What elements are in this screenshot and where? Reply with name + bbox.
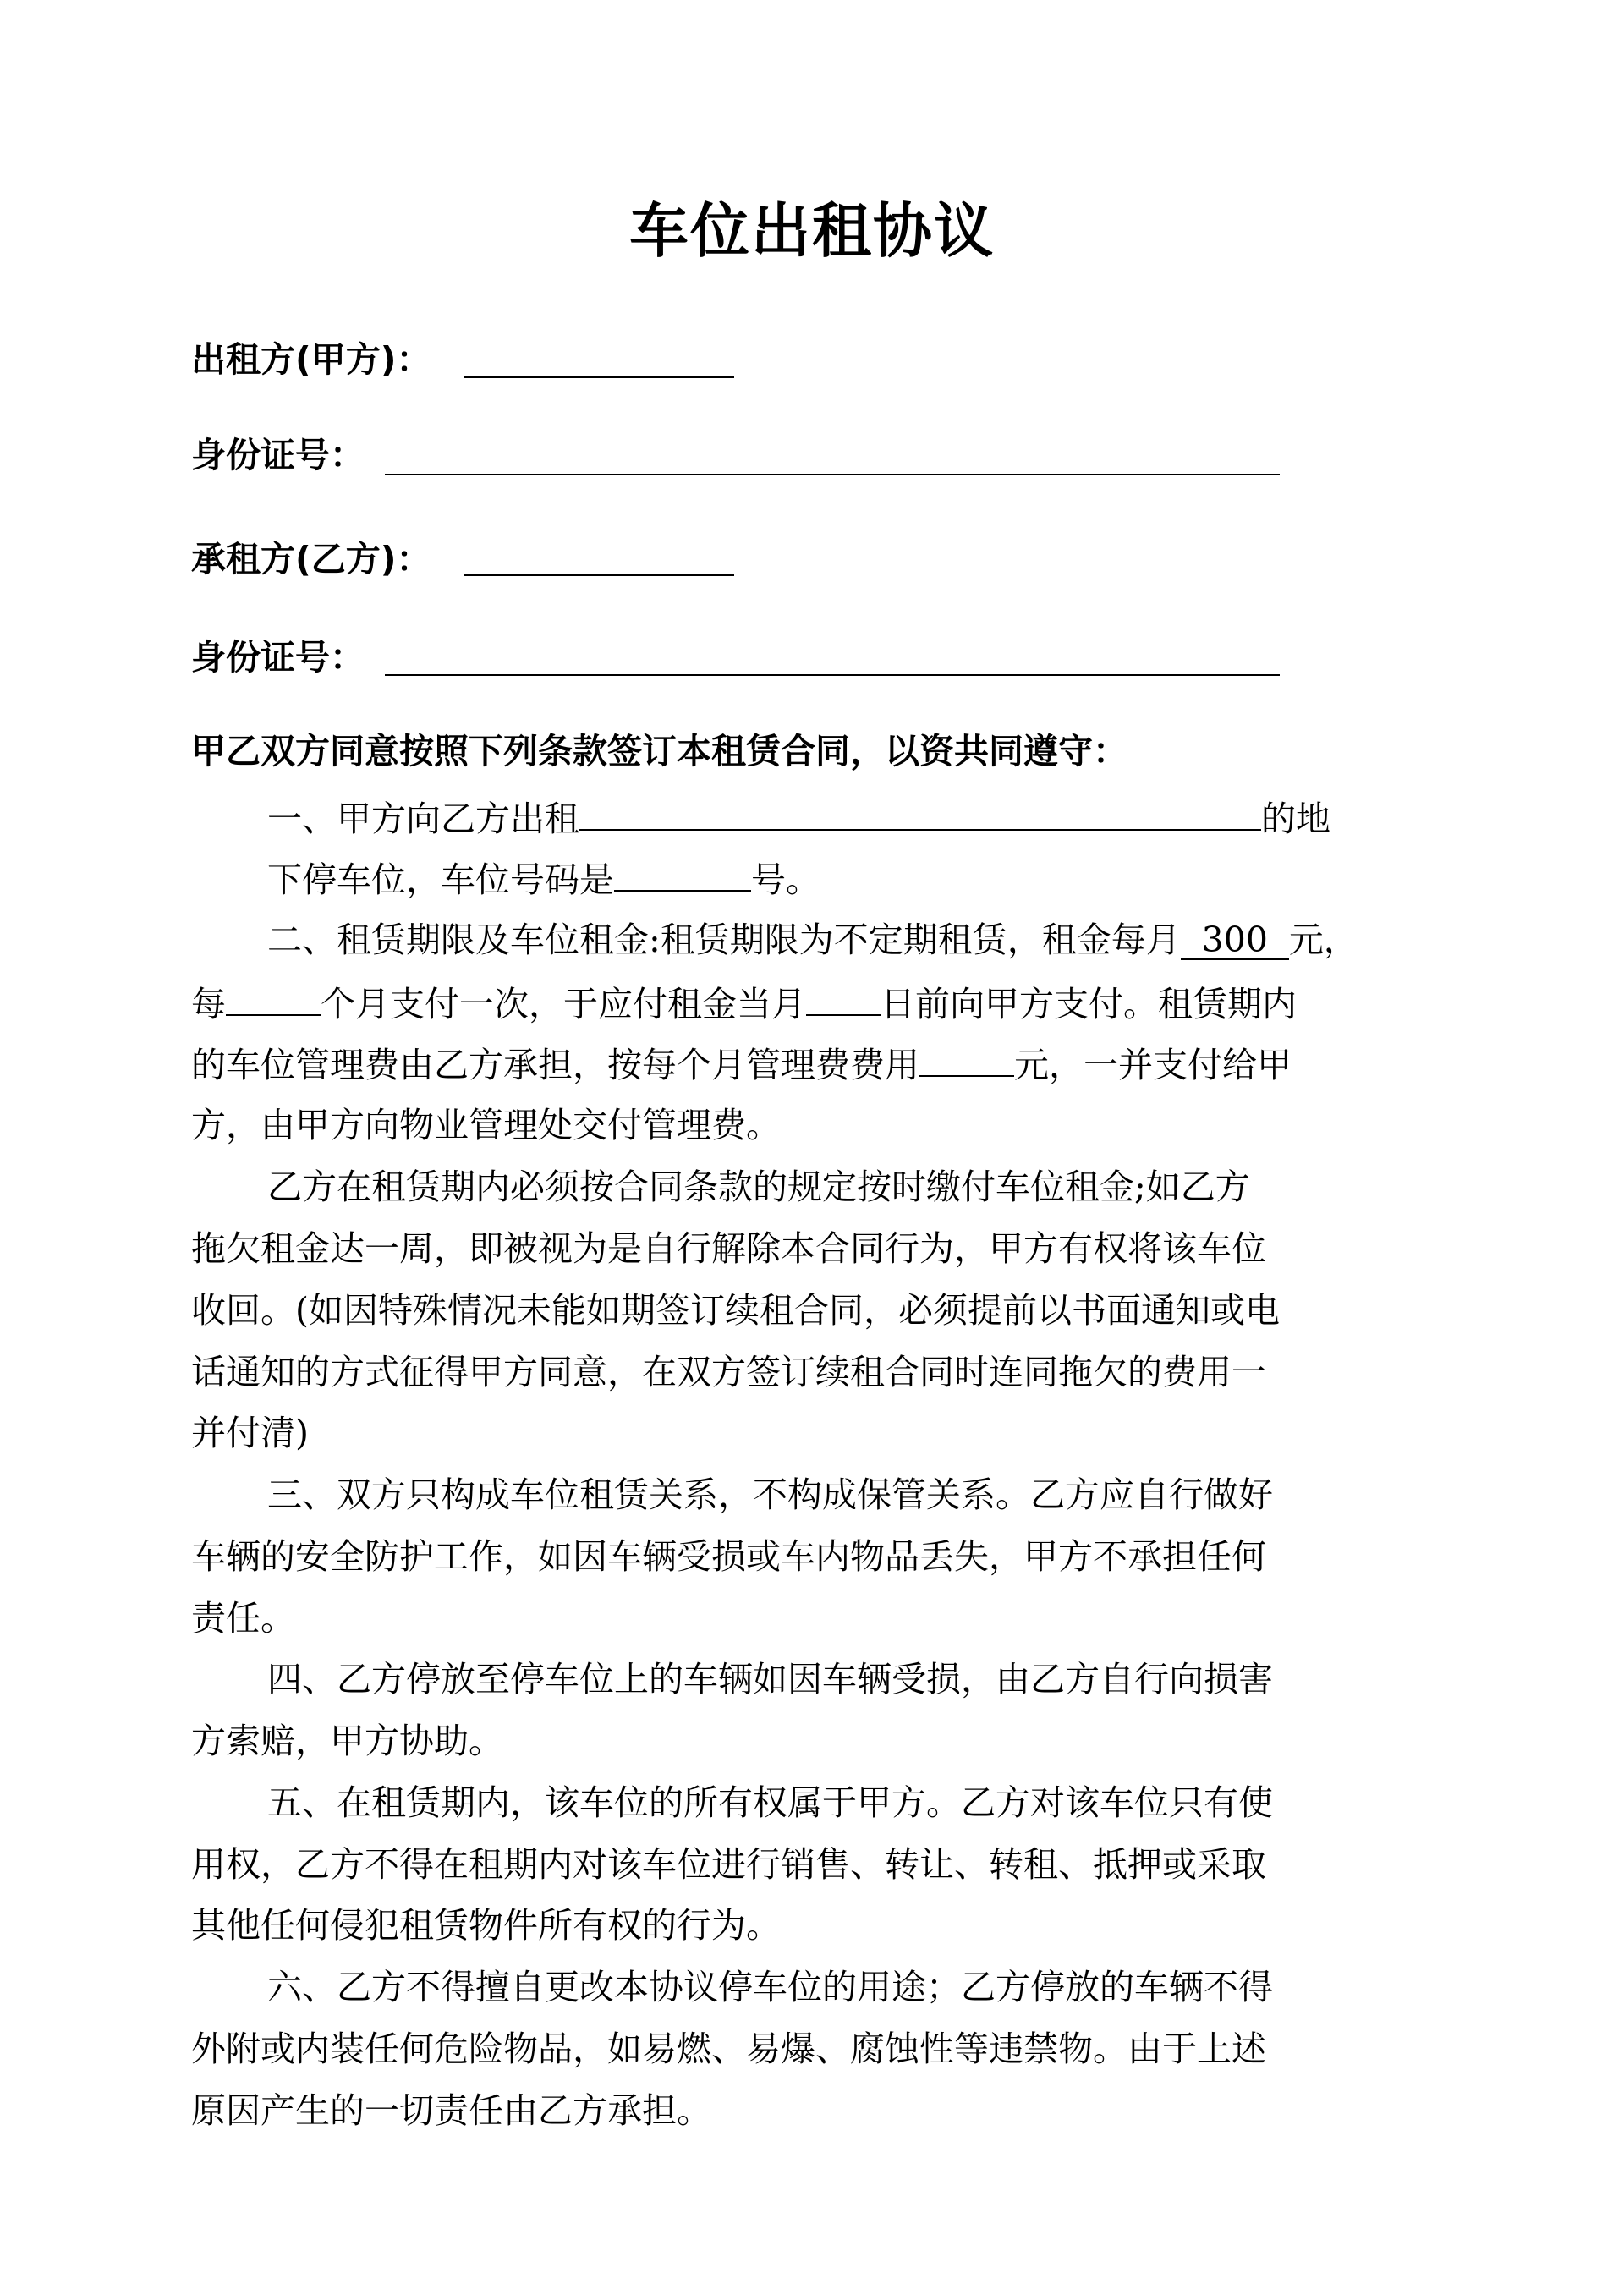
clause-2-line-1: [267, 914, 1358, 965]
clause-2b-line-5: 并付清): [191, 1413, 309, 1453]
clause-5-line-2: 用权，乙方不得在租期内对该车位进行销售、转让、转租、抵押或采取: [191, 1844, 1266, 1885]
lessor-id-label: 身份证号：: [191, 435, 365, 475]
parking-location-blank[interactable]: [579, 792, 1261, 831]
clause-3-line-3: 责任。: [191, 1598, 295, 1639]
clause-2-line-3: [191, 1038, 1292, 1089]
clause-1-text-c: 下停车位，车位号码是: [267, 859, 614, 900]
clause-1-text-d: 号。: [751, 859, 820, 900]
clause-4-line-2: 方索赔，甲方协助。: [191, 1721, 503, 1761]
clause-1-line-2: [267, 853, 820, 903]
clause-2b-line-3: 收回。(如因特殊情况未能如期签订续租合同，必须提前以书面通知或电: [191, 1290, 1280, 1331]
clause-5-line-3: 其他任何侵犯租赁物件所有权的行为。: [191, 1905, 781, 1946]
clause-2b-line-4: 话通知的方式征得甲方同意，在双方签订续租合同时连同拖欠的费用一: [191, 1352, 1266, 1392]
page-title: 车位出租协议: [629, 196, 995, 266]
clause-1-line-1: [267, 792, 1330, 843]
clause-2b-line-2: 拖欠租金达一周，即被视为是自行解除本合同行为，甲方有权将该车位: [191, 1228, 1266, 1269]
clause-6-line-2: 外附或内装任何危险物品，如易燃、易爆、腐蚀性等违禁物。由于上述: [191, 2029, 1266, 2069]
lessee-id-blank[interactable]: [385, 674, 1280, 676]
payment-day-blank[interactable]: [806, 977, 881, 1016]
clause-1-text-b: 的地: [1261, 799, 1330, 839]
space-number-blank[interactable]: [614, 853, 751, 892]
clause-2b-line-1: 乙方在租赁期内必须按合同条款的规定按时缴付车位租金;如乙方: [267, 1167, 1250, 1207]
lessee-label: 承租方(乙方)：: [191, 539, 431, 579]
clause-2-text-a: 二、租赁期限及车位租金:租赁期限为不定期租赁，租金每月: [267, 920, 1181, 960]
lessor-id-blank[interactable]: [385, 474, 1280, 475]
clause-2-text-e: 日前向甲方支付。租赁期内: [881, 984, 1297, 1024]
clause-2-line-4: 方，由甲方向物业管理处交付管理费。: [191, 1105, 781, 1145]
clause-6-line-3: 原因产生的一切责任由乙方承担。: [191, 2090, 711, 2131]
agreement-intro: 甲乙双方同意按照下列条款签订本租赁合同，以资共同遵守：: [191, 731, 1127, 771]
lessor-label: 出租方(甲方)：: [191, 339, 431, 380]
clause-2-text-c: 每: [191, 984, 226, 1024]
management-fee-blank[interactable]: [919, 1038, 1014, 1077]
clause-4-line-1: 四、乙方停放至停车位上的车辆如因车辆受损，由乙方自行向损害: [267, 1659, 1273, 1699]
clause-3-line-2: 车辆的安全防护工作，如因车辆受损或车内物品丢失，甲方不承担任何: [191, 1536, 1266, 1577]
clause-2-text-d: 个月支付一次，于应付租金当月: [321, 984, 806, 1024]
clause-1-text-a: 一、甲方向乙方出租: [267, 799, 579, 839]
payment-interval-blank[interactable]: [226, 977, 321, 1016]
clause-2-line-2: [191, 977, 1297, 1028]
lessee-id-label: 身份证号：: [191, 637, 365, 678]
clause-6-line-1: 六、乙方不得擅自更改本协议停车位的用途；乙方停放的车辆不得: [267, 1967, 1273, 2007]
lessee-name-blank[interactable]: [464, 574, 734, 576]
lessor-name-blank[interactable]: [464, 376, 734, 378]
clause-2-text-g: 元，一并支付给甲: [1014, 1045, 1292, 1085]
monthly-rent-value[interactable]: 300: [1181, 921, 1289, 960]
clause-2-text-f: 的车位管理费由乙方承担，按每个月管理费费用: [191, 1045, 919, 1085]
clause-3-line-1: 三、双方只构成车位租赁关系，不构成保管关系。乙方应自行做好: [267, 1474, 1273, 1515]
clause-2-text-b: 元，: [1288, 920, 1358, 960]
clause-5-line-1: 五、在租赁期内，该车位的所有权属于甲方。乙方对该车位只有使: [267, 1782, 1273, 1823]
